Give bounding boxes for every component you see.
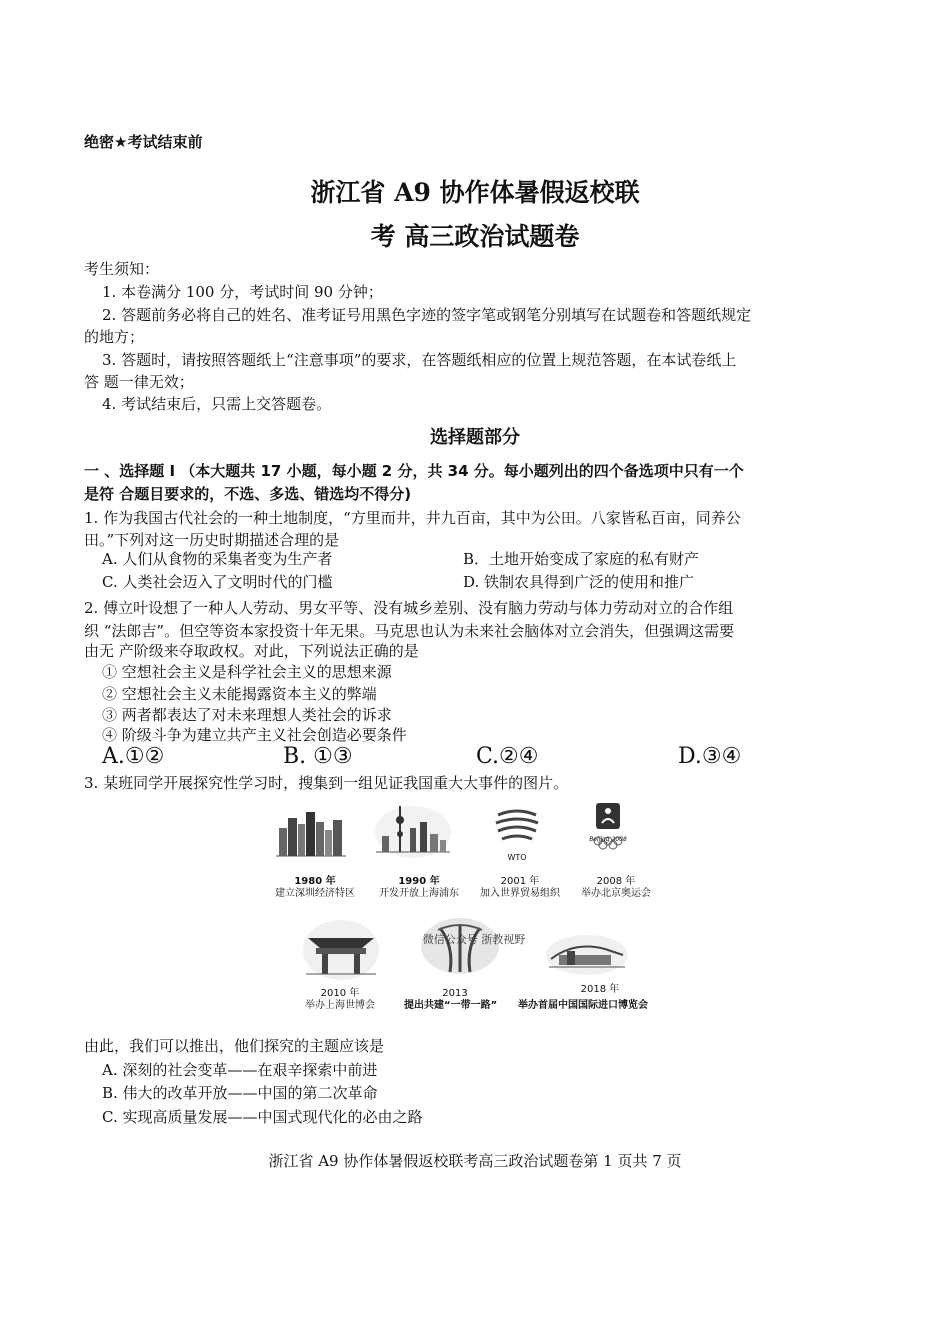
q3-option-a: A. 深刻的社会变革——在艰辛探索中前进 [102, 1061, 378, 1079]
q1-option-b: B．土地开始变成了家庭的私有财产 [463, 550, 700, 568]
q1-stem: 1. 作为我国古代社会的一种土地制度，“方里而井，井九百亩，其中为公田。八家皆私百亩，同养公 [84, 509, 741, 527]
caption-2010-event: 举办上海世博会 [305, 1000, 375, 1011]
wto-label: WTO [507, 853, 527, 862]
caption-2001 [471, 876, 569, 900]
notice-item-3: 3. 答题时，请按照答题纸上“注意事项”的要求，在答题纸相应的位置上规范答题，在本试卷纸上 [102, 351, 737, 369]
china-pavilion-image [302, 918, 380, 980]
caption-1980 [271, 876, 359, 900]
q3-option-c: C. 实现高质量发展——中国式现代化的必由之路 [102, 1108, 423, 1126]
caption-2008 [570, 876, 662, 900]
caption-1990-event: 开发开放上海浦东 [379, 888, 459, 899]
notice-heading: 考生须知： [84, 260, 160, 278]
confidential-mark: 绝密★考试结束前 [84, 133, 203, 151]
page-footer: 浙江省 A9 协作体暑假返校联考高三政治试题卷第 1 页共 7 页 [268, 1152, 682, 1170]
q2-statement-3: ③ 两者都表达了对未来理想人类社会的诉求 [102, 706, 392, 724]
caption-1980-event: 建立深圳经济特区 [275, 888, 355, 899]
notice-item-2: 2. 答题前务必将自己的姓名、准考证号用黑色字迹的签字笔或钢笔分别填写在试题卷和答题纸规定 [102, 306, 752, 324]
q2-option-d: D.③④ [678, 744, 742, 769]
q1-option-a: A. 人们从食物的采集者变为生产者 [102, 550, 333, 568]
q1-stem-cont: 田。”下列对这一历史时期描述合理的是 [84, 531, 340, 549]
caption-2010-year: 2010 年 [320, 988, 360, 999]
section-title: 选择题部分 [430, 427, 520, 448]
q2-stem: 2. 傅立叶设想了一种人人劳动、男女平等、没有城乡差别、没有脑力劳动与体力劳动对立的合作组 [84, 599, 734, 617]
part1-instructions-cont: 是符 合题目要求的，不选、多选、错选均不得分) [84, 485, 412, 503]
import-expo-venue-image [545, 925, 629, 975]
q2-stem-cont-1: 织 “法郎吉”。但空等资本家投资十年无果。马克思也认为未来社会脑体对立会消失，但强调这需要 [84, 622, 735, 640]
q1-option-d: D. 铁制农具得到广泛的使用和推广 [463, 573, 695, 591]
q2-option-a: A.①② [102, 744, 165, 769]
q3-option-b: B. 伟大的改革开放——中国的第二次革命 [102, 1084, 378, 1102]
caption-2010 [294, 988, 386, 1012]
caption-2008-year: 2008 年 [596, 876, 636, 887]
notice-item-4: 4. 考试结束后，只需上交答题卷。 [102, 395, 332, 413]
notice-item-2-cont: 的地方； [84, 328, 145, 346]
q2-stem-cont-2: 由无 产阶级来夺取政权。对此，下列说法正确的是 [84, 642, 419, 660]
watermark-text: 微信公众号 浙教视野 [422, 933, 526, 946]
q2-option-b: B. ①③ [283, 744, 353, 769]
notice-item-3-cont: 答 题一律无效； [84, 373, 194, 391]
caption-2013-year: 2013 [442, 988, 468, 999]
caption-2013-event: 提出共建“一带一路” [404, 1000, 498, 1011]
q2-statement-2: ② 空想社会主义未能揭露资本主义的弊端 [102, 685, 377, 703]
caption-1990-year: 1990 年 [398, 876, 440, 887]
olympics-logo-text: Beijing 2008 [589, 836, 627, 843]
caption-1990 [370, 876, 468, 900]
q2-option-c: C.②④ [476, 744, 539, 769]
page-title-line2: 考 高三政治试题卷 [370, 222, 580, 251]
q2-statement-4: ④ 阶级斗争为建立共产主义社会创造必要条件 [102, 726, 407, 744]
caption-1980-year: 1980 年 [294, 876, 336, 887]
q3-stem: 3. 某班同学开展探究性学习时，搜集到一组见证我国重大大事件的图片。 [84, 774, 569, 792]
page-title-line1: 浙江省 A9 协作体暑假返校联 [310, 178, 640, 207]
wto-logo-image [492, 805, 542, 847]
caption-2001-year: 2001 年 [500, 876, 540, 887]
caption-2018-year: 2018 年 [580, 984, 620, 995]
pudong-skyline-image [374, 802, 452, 858]
caption-2008-event: 举办北京奥运会 [581, 888, 651, 899]
shenzhen-skyline-image [276, 808, 346, 858]
q1-option-c: C. 人类社会迈入了文明时代的门槛 [102, 573, 333, 591]
caption-2018-event: 举办首届中国国际进口博览会 [518, 1000, 648, 1011]
q2-statement-1: ① 空想社会主义是科学社会主义的思想来源 [102, 663, 392, 681]
q3-question: 由此，我们可以推出，他们探究的主题应该是 [84, 1037, 385, 1055]
caption-2001-event: 加入世界贸易组织 [480, 888, 560, 899]
part1-instructions: 一 、选择题 I （本大题共 17 小题，每小题 2 分，共 34 分。每小题列出的四个备选项中只有一个 [84, 462, 744, 480]
notice-item-1: 1. 本卷满分 100 分，考试时间 90 分钟； [102, 283, 383, 301]
